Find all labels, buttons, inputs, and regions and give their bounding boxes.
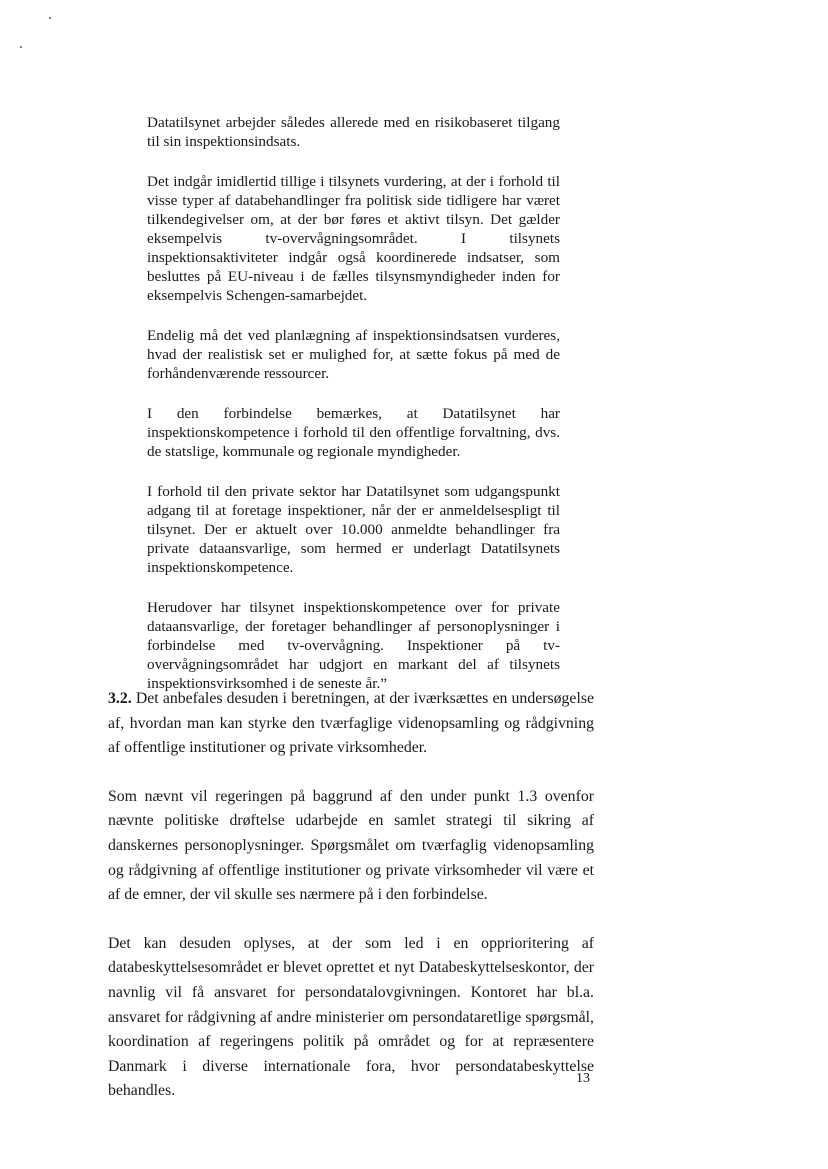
- section-body: [108, 687, 594, 1128]
- quote-paragraph-1: Datatilsynet arbejder således allerede med en risikobaseret tilgang til sin inspektionsindsats.: [147, 114, 560, 150]
- section-paragraph-3: Det kan desuden oplyses, at der som led i en opprioritering af databeskyttelsesområdet er blevet oprettet et nyt Databeskyttelseskontor, der navnlig vil få ansvaret for persondatalovgivningen. Kontoret har bl.a. ansvaret for rådgivning af andre ministerier om persondataretlige spørgsmål, koordination af regeringens politik på området og for at repræsentere Danmark i diverse internationale fora, hvor persondatabeskyttelse behandles.: [108, 934, 594, 1100]
- scan-speck: [49, 17, 51, 19]
- scan-speck: [20, 46, 22, 48]
- quote-paragraph-3: Endelig må det ved planlægning af inspektionsindsatsen vurderes, hvad der realistisk set er mulighed for, at sætte fokus på med de forhåndenværende ressourcer.: [147, 327, 560, 382]
- quote-paragraph-2: Det indgår imidlertid tillige i tilsynets vurdering, at der i forhold til visse typer af databehandlinger fra politisk side tidligere har været tilkendegivelser om, at der bør føres et aktivt tilsyn. Det gælder eksempelvis tv-overvågningsområdet. I tilsynets inspektionsaktiviteter indgår også koordinerede indsatser, som besluttes på EU-niveau i de fælles tilsynsmyndigheder inden for eksempelvis Schengen-samarbejdet.: [147, 173, 560, 304]
- quoted-text-block: [147, 113, 560, 714]
- quote-paragraph-5: I forhold til den private sektor har Datatilsynet som udgangspunkt adgang til at foretage inspektioner, når der er anmeldelsespligt til tilsynet. Der er aktuelt over 10.000 anmeldte behandlinger fra private dataansvarlige, som hermed er underlagt Datatilsynets inspektionskompetence.: [147, 483, 560, 576]
- quote-paragraph-6: Herudover har tilsynet inspektionskompetence over for private dataansvarlige, der foretager behandlinger af personoplysninger i forbindelse med tv-overvågning. Inspektioner på tv-overvågningsområdet har udgjort en markant del af tilsynets inspektionsvirksomhed i de seneste år.”: [147, 599, 560, 692]
- section-lead-text: Det anbefales desuden i beretningen, at der iværksættes en undersøgelse af, hvordan man kan styrke den tværfaglige videnopsamling og rådgivning af offentlige institutioner og private virksomheder.: [108, 690, 594, 757]
- section-paragraph-2: Som nævnt vil regeringen på baggrund af den under punkt 1.3 ovenfor nævnte politiske drøftelse udarbejde en samlet strategi til sikring af danskernes personoplysninger. Spørgsmålet om tværfaglig videnopsamling og rådgivning af offentlige institutioner og private virksomheder vil være et af de emner, der vil skulle ses nærmere på i den forbindelse.: [108, 787, 594, 904]
- section-paragraph-1: [108, 687, 594, 761]
- section-number: 3.2.: [108, 690, 132, 707]
- quote-paragraph-4: I den forbindelse bemærkes, at Datatilsynet har inspektionskompetence i forhold til den offentlige forvaltning, dvs. de statslige, kommunale og regionale myndigheder.: [147, 405, 560, 460]
- page-number: 13: [576, 1071, 590, 1086]
